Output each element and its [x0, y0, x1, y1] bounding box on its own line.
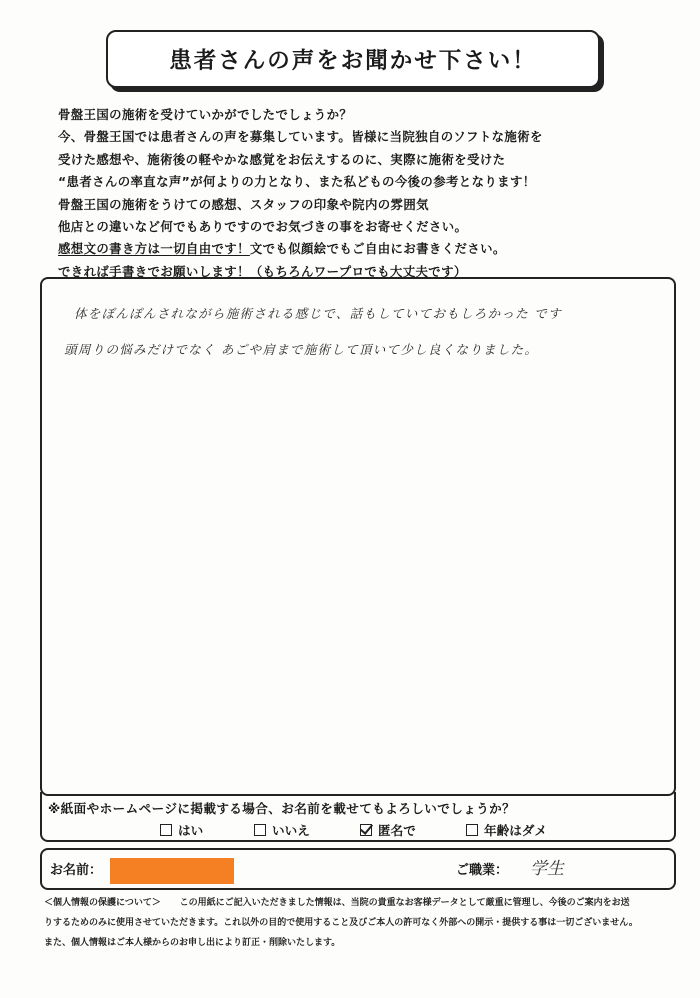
comment-line-1: 体をぽんぽんされながら施術される感じで、話もしていておもしろかった です — [74, 306, 562, 321]
option-no-label: いいえ — [272, 823, 310, 838]
title-box — [106, 30, 600, 88]
intro-line-7 — [58, 238, 688, 260]
intro-line-8: できれば手書きでお願いします！（もちろんワープロでも大丈夫です） — [58, 263, 467, 279]
intro-line-6: 他店との違いなど何でもありですのでお気づきの事をお寄せください。 — [58, 218, 468, 234]
footer-line-2: りするためのみに使用させていただきます。これ以外の目的で使用すること及びご本人の許可なく外部への開示・提供する事は一切ございません。 — [44, 918, 638, 928]
intro-line-5: 骨盤王国の施術をうけての感想、スタッフの印象や院内の雰囲気 — [58, 196, 429, 212]
consent-box — [40, 792, 676, 842]
intro-line-1: 骨盤王国の施術を受けていかがでしたでしょうか？ — [58, 107, 353, 122]
option-yes[interactable] — [160, 820, 203, 839]
occupation-value: 学生 — [530, 859, 564, 879]
intro-paragraph — [58, 104, 688, 283]
footer-line-3: また、個人情報はご本人様からのお申し出により訂正・削除いたします。 — [44, 938, 341, 948]
option-yes-label: はい — [178, 823, 204, 838]
footer-heading: ＜個人情報の保護について＞ — [44, 898, 161, 908]
option-no-age-label: 年齢はダメ — [484, 823, 547, 838]
option-no-age[interactable] — [466, 820, 547, 839]
option-anonymous[interactable] — [360, 820, 416, 839]
option-no[interactable] — [254, 820, 310, 839]
footer-line-1-text: この用紙にご記入いただきました情報は、当院の貴重なお客様データとして厳重に管理し、今後のご案内をお送 — [179, 898, 630, 908]
intro-emphasis: 感想文の書き方は一切自由です！ — [58, 241, 250, 257]
privacy-footer — [44, 893, 684, 953]
consent-question: ※紙面やホームページに掲載する場合、お名前を載せてもよろしいでしょうか？ — [48, 801, 516, 816]
intro-line-3: 受けた感想や、施術後の軽やかな感覚をお伝えするのに、実際に施術を受けた — [58, 151, 506, 167]
footer-line-1 — [44, 893, 684, 913]
intro-line-4: “患者さんの率直な声”が何よりの力となり、また私どもの今後の参考となります！ — [58, 174, 536, 190]
checkbox-yes[interactable] — [160, 824, 172, 836]
intro-line-2: 今、骨盤王国では患者さんの声を募集しています。皆様に当院独自のソフトな施術を — [58, 129, 543, 145]
intro-line-7-rest: 文でも似顔絵でもご自由にお書きください。 — [249, 241, 506, 257]
name-label: お名前： — [50, 863, 103, 878]
comment-box — [40, 277, 676, 796]
checkbox-no[interactable] — [254, 824, 266, 836]
checkbox-anonymous-checked[interactable] — [360, 824, 372, 836]
checkbox-no-age[interactable] — [466, 824, 478, 836]
name-redaction — [110, 858, 234, 884]
page-title: 患者さんの声をお聞かせ下さい！ — [169, 48, 537, 74]
comment-line-2: 頭周りの悩みだけでなく あごや肩まで施術して頂いて少し良くなりました。 — [64, 342, 539, 357]
option-anonymous-label: 匿名で — [378, 823, 416, 838]
name-box — [40, 848, 676, 890]
occupation-label: ご職業： — [456, 863, 509, 878]
